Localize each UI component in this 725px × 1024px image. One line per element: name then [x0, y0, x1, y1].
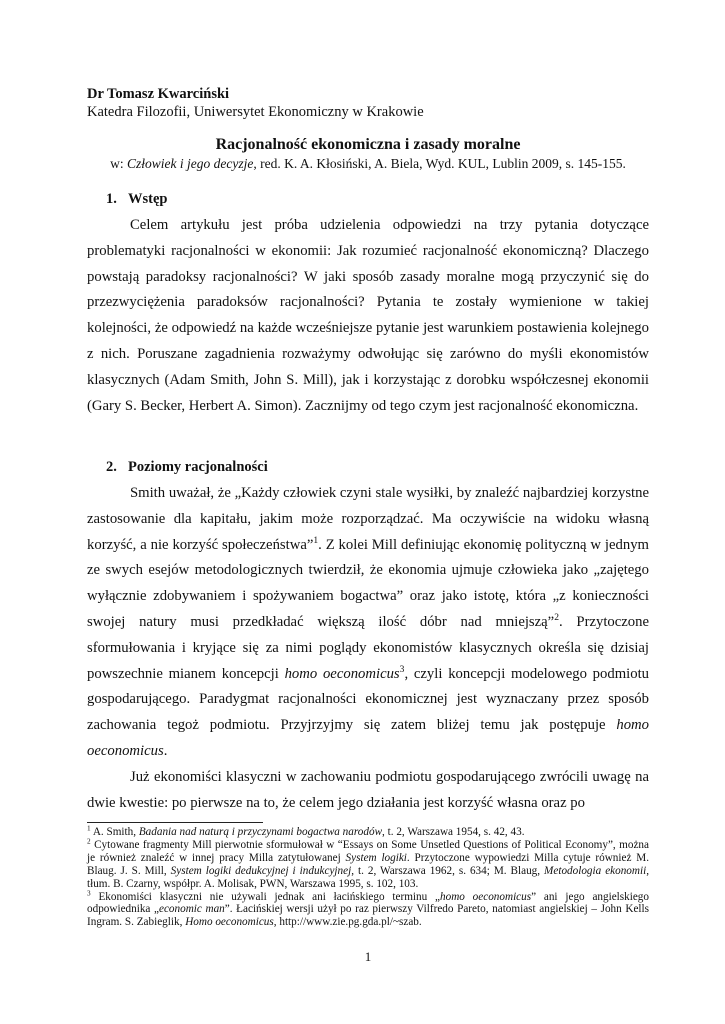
- text-run: ”. Łacińskiej wersji użył po raz pierwszy Vilfredo Pareto, natomiast angielskiej – John Kells Ingram. S. Zabieglik,: [87, 903, 649, 929]
- footnote-3: [87, 888, 649, 930]
- text-run: , czyli koncepcji modelowego podmiotu gospodarującego. Paradygmat racjonalności ekonomicznej jest wyznaczany przez sposób zachowania tegoż podmiotu. Przyjrzyjmy się zatem bliżej temu jak postępuje: [87, 665, 649, 734]
- section-heading-intro: [106, 191, 167, 208]
- italic-term: homo oeconomicus: [440, 890, 532, 903]
- italic-term: economic man: [159, 903, 225, 916]
- italic-title: System logiki: [345, 851, 407, 864]
- footnote-ref-1[interactable]: 1: [313, 534, 319, 546]
- section-number: 1.: [106, 191, 117, 207]
- section-title: Poziomy racjonalności: [128, 459, 268, 475]
- author-name: Dr Tomasz Kwarciński: [87, 86, 230, 102]
- text-run: . Przytoczone sformułowania i kryjące się za nimi poglądy ekonomistów klasycznych określa się dzisiaj powszechnie mianem koncepcji: [87, 613, 649, 682]
- section-number: 2.: [106, 459, 117, 475]
- footnote-number: 3: [87, 888, 91, 897]
- paragraph: Już ekonomiści klasyczni w zachowaniu podmiotu gospodarującego zwrócili uwagę na dwie kwestie: po pierwsze na to, że celem jego działania jest korzyść własna oraz po: [87, 768, 649, 811]
- section-heading-levels: [106, 459, 268, 476]
- footnote-ref-3[interactable]: 3: [399, 663, 405, 675]
- text-run: . Przytoczone wypowiedzi Milla cytuje również M. Blaug. J. S. Mill,: [87, 851, 650, 877]
- footnotes: [87, 826, 649, 929]
- footnote-number: 1: [87, 824, 91, 833]
- text-run: , t. 2, Warszawa 1954, s. 42, 43.: [382, 826, 525, 838]
- paragraph: Celem artykułu jest próba udzielenia odpowiedzi na trzy pytania dotyczące problematyki racjonalności w ekonomii: Jak rozumieć racjonalność ekonomiczną? Dlaczego powstają paradoksy racjonalności? W jaki sposób zasady moralne mogą przyczynić się do przezwyciężenia paradoksów racjonalności? Pytania te zostały wymienione w takiej kolejności, że odpowiedź na każde wcześniejsze pytanie jest warunkiem postawienia kolejnego z nich. Poruszane zagadnienia rozważymy odwołując się zarówno do myśli ekonomistów klasycznych (Adam Smith, John S. Mill), jak i korzystając z dorobku współczesnej ekonomii (Gary S. Becker, Herbert A. Simon). Zacznijmy od tego czym jest racjonalność ekonomiczna.: [87, 217, 649, 414]
- text-run: , tłum. B. Czarny, współpr. A. Molisak, PWN, Warszawa 1995, s. 102, 103.: [87, 864, 649, 890]
- text-run: . Z kolei Mill definiując ekonomię polityczną w jednym ze swych esejów metodologicznych twierdził, że ekonomia ujmuje człowieka jako „zajętego wyłącznie zdobywaniem i spożywaniem bogactwa” oraz jako istotę, która „z konieczności swojej natury musi przedkładać większą ilość dóbr nad mniejszą”: [87, 536, 649, 630]
- italic-title: Badania nad naturą i przyczynami bogactwa narodów: [138, 826, 383, 838]
- italic-term: homo oeconomicus: [87, 717, 649, 759]
- source-details: , red. K. A. Kłosiński, A. Biela, Wyd. KUL, Lublin 2009, s. 145-155.: [253, 156, 626, 171]
- text-run: .: [163, 742, 168, 759]
- paragraph: [87, 481, 649, 765]
- footnote-2: [87, 839, 649, 891]
- text-run: Smith uważał, że „Każdy człowiek czyni stale wysiłki, by znaleźć najbardziej korzystne zastosowanie dla kapitału, jakim może rozporządzać. Ma oczywiście na widoku własną korzyść, a nie korzyść społeczeństwa”: [87, 485, 649, 553]
- source-citation: [87, 156, 649, 172]
- italic-title: Homo oeconomicus: [185, 916, 274, 929]
- footnote-ref-2[interactable]: 2: [554, 612, 559, 624]
- text-run: ” ani jego angielskiego odpowiednika „: [87, 890, 649, 916]
- italic-title: Metodologia ekonomii: [544, 864, 647, 877]
- footnote-url[interactable]: , http://www.zie.pg.gda.pl/~szab.: [273, 916, 422, 929]
- text-run: A. Smith,: [90, 826, 139, 838]
- source-prefix: w:: [110, 156, 128, 171]
- source-book-title: Człowiek i jego decyzje: [127, 156, 254, 171]
- text-run: , t. 2, Warszawa 1962, s. 634; M. Blaug,: [351, 864, 545, 877]
- page-number: 1: [364, 949, 372, 964]
- author-affiliation: Katedra Filozofii, Uniwersytet Ekonomiczny w Krakowie: [87, 104, 424, 120]
- section-title: Wstęp: [128, 191, 168, 207]
- section-intro-body: [87, 213, 649, 419]
- footnote-divider: [87, 822, 263, 823]
- article-title: Racjonalność ekonomiczna i zasady moralne: [215, 136, 521, 153]
- italic-title: System logiki dedukcyjnej i indukcyjnej: [170, 864, 352, 877]
- footnote-number: 2: [87, 837, 91, 846]
- text-run: Cytowane fragmenty Mill pierwotnie sformułował w “Essays on Some Unsetled Questions of Political Economy”, można je również znaleźć w innej pracy Milla zatytułowanej: [87, 838, 649, 864]
- section-levels-body: [87, 481, 649, 816]
- footnote-1: [87, 826, 649, 839]
- text-run: Ekonomiści klasyczni nie używali jednak ani łacińskiego terminu „: [90, 890, 440, 903]
- italic-term: homo oeconomicus: [284, 665, 400, 682]
